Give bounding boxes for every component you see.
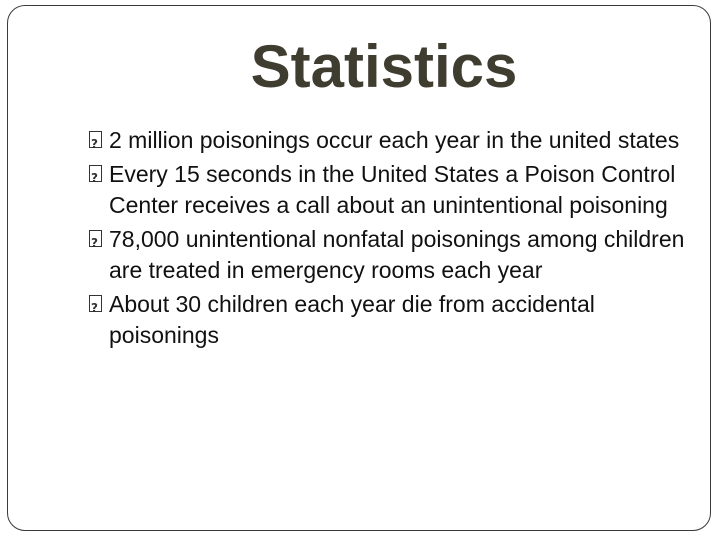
bullet-text: 78,000 unintentional nonfatal poisonings among children are treated in emergency rooms each year [109, 226, 685, 283]
bullet-text: Every 15 seconds in the United States a Poison Control Center receives a call about an unintentional poisoning [109, 161, 676, 218]
missing-glyph-icon [88, 224, 107, 255]
bullet-text: About 30 children each year die from accidental poisonings [109, 291, 595, 348]
bullet-list [88, 125, 698, 354]
bullet-item [88, 159, 698, 221]
slide-title: Statistics [250, 33, 518, 100]
bullet-item [88, 224, 698, 286]
missing-glyph-icon [88, 289, 107, 320]
bullet-item [88, 125, 698, 156]
missing-glyph-icon [88, 159, 107, 190]
slide-frame [7, 5, 711, 531]
bullet-item [88, 289, 698, 351]
bullet-text: 2 million poisonings occur each year in the united states [109, 127, 680, 153]
missing-glyph-icon [88, 125, 107, 156]
